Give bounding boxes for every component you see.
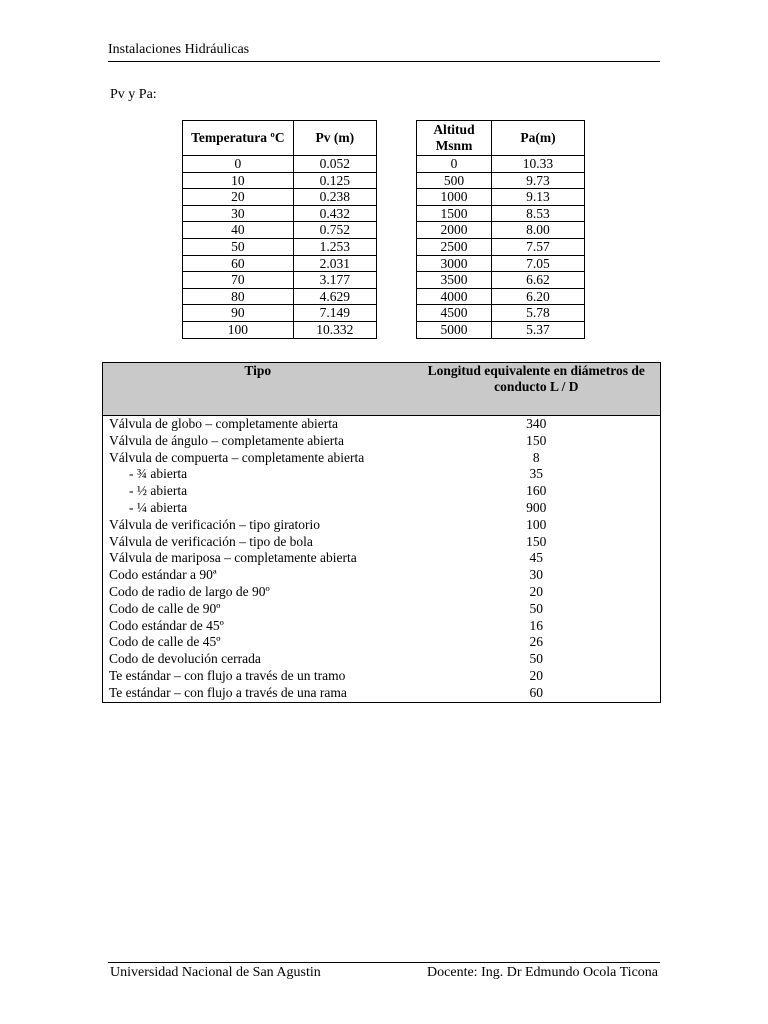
altitude-cell: 3500 <box>417 272 492 289</box>
altitude-cell: 500 <box>417 172 492 189</box>
pa-cell: 7.05 <box>491 255 584 272</box>
header-divider <box>108 61 660 62</box>
altitude-cell: 0 <box>417 156 492 173</box>
table-header-tipo: Tipo <box>103 363 413 416</box>
page-header: Instalaciones Hidráulicas <box>108 42 250 57</box>
table-row <box>417 305 585 322</box>
ld-value-cell: 340 <box>526 416 547 431</box>
table-row <box>103 685 661 702</box>
table-row <box>103 651 661 668</box>
table-row <box>103 466 661 483</box>
table-header-pv: Pv (m) <box>293 121 376 156</box>
table-header-ld: Longitud equivalente en diámetros de conducto L / D <box>413 363 661 416</box>
fitting-type-cell: Válvula de mariposa – completamente abierta <box>109 550 357 566</box>
altitude-cell: 5000 <box>417 321 492 338</box>
footer-divider <box>108 962 660 963</box>
pa-cell: 6.20 <box>491 288 584 305</box>
ld-value-cell: 100 <box>526 516 547 532</box>
table-row <box>417 189 585 206</box>
table-row <box>103 601 661 618</box>
ld-value-cell: 20 <box>529 667 544 683</box>
fitting-type-cell: Válvula de ángulo – completamente abierta <box>109 432 345 448</box>
ld-value-cell: 160 <box>526 483 547 499</box>
ld-value-cell: 8 <box>532 449 540 465</box>
altitude-cell: 1500 <box>417 205 492 222</box>
fitting-type-cell: Te estándar – con flujo a través de un tramo <box>109 667 346 683</box>
ld-value-cell: 35 <box>529 466 544 482</box>
altitude-cell: 3000 <box>417 255 492 272</box>
ld-value-cell: 150 <box>526 432 547 448</box>
fitting-type-cell: Válvula de globo – completamente abierta <box>109 416 339 431</box>
table-row <box>183 272 377 289</box>
table-row <box>183 288 377 305</box>
pa-cell: 10.33 <box>491 156 584 173</box>
footer-instructor: Docente: Ing. Dr Edmundo Ocola Ticona <box>427 965 658 980</box>
pv-cell: 2.031 <box>293 255 376 272</box>
table-row <box>103 584 661 601</box>
pa-cell: 9.73 <box>491 172 584 189</box>
table-row <box>103 433 661 450</box>
table-row <box>183 189 377 206</box>
ld-value-cell: 30 <box>529 567 544 583</box>
table-row <box>103 416 661 433</box>
table-row <box>417 321 585 338</box>
altitude-cell: 4500 <box>417 305 492 322</box>
altitude-cell: 4000 <box>417 288 492 305</box>
pv-cell: 1.253 <box>293 238 376 255</box>
table-row <box>183 205 377 222</box>
table-row <box>183 321 377 338</box>
pv-cell: 0.052 <box>293 156 376 173</box>
pv-cell: 0.752 <box>293 222 376 239</box>
table-header-pa: Pa(m) <box>491 121 584 156</box>
section-label: Pv y Pa: <box>110 87 157 102</box>
table-header-temperatura: Temperatura ºC <box>183 121 294 156</box>
table-row <box>103 483 661 500</box>
fitting-type-cell: Codo de calle de 90º <box>109 600 221 616</box>
table-row <box>183 255 377 272</box>
pa-cell: 9.13 <box>491 189 584 206</box>
pv-cell: 10.332 <box>293 321 376 338</box>
fitting-type-cell: Válvula de compuerta – completamente abierta <box>109 449 365 465</box>
temperature-cell: 10 <box>183 172 294 189</box>
atmospheric-pressure-table <box>416 120 585 339</box>
table-row <box>417 288 585 305</box>
ld-value-cell: 16 <box>529 617 544 633</box>
table-row <box>417 205 585 222</box>
fitting-type-cell: - ¾ abierta <box>129 466 188 482</box>
fitting-type-cell: Codo estándar a 90ª <box>109 567 217 583</box>
table-row <box>183 222 377 239</box>
temperature-cell: 0 <box>183 156 294 173</box>
ld-value-cell: 45 <box>529 550 544 566</box>
ld-value-cell: 50 <box>529 600 544 616</box>
table-row <box>183 172 377 189</box>
pa-cell: 6.62 <box>491 272 584 289</box>
equivalent-length-table <box>102 362 661 703</box>
altitude-cell: 2000 <box>417 222 492 239</box>
ld-value-cell: 20 <box>529 583 544 599</box>
pa-cell: 8.53 <box>491 205 584 222</box>
pa-cell: 5.78 <box>491 305 584 322</box>
table-row <box>103 500 661 517</box>
ld-value-cell: 900 <box>526 499 547 515</box>
temperature-cell: 30 <box>183 205 294 222</box>
temperature-cell: 50 <box>183 238 294 255</box>
altitude-cell: 1000 <box>417 189 492 206</box>
fitting-type-cell: Válvula de verificación – tipo giratorio <box>109 516 321 532</box>
pv-cell: 0.125 <box>293 172 376 189</box>
table-row <box>183 238 377 255</box>
vapor-pressure-table <box>182 120 377 339</box>
fitting-type-cell: - ½ abierta <box>129 483 188 499</box>
temperature-cell: 100 <box>183 321 294 338</box>
fitting-type-cell: Codo estándar de 45º <box>109 617 224 633</box>
table-row <box>417 272 585 289</box>
table-row <box>103 534 661 551</box>
fitting-type-cell: Codo de devolución cerrada <box>109 651 261 667</box>
fitting-type-cell: - ¼ abierta <box>129 499 188 515</box>
temperature-cell: 40 <box>183 222 294 239</box>
fitting-type-cell: Te estándar – con flujo a través de una rama <box>109 684 347 700</box>
pv-cell: 0.238 <box>293 189 376 206</box>
fitting-type-cell: Válvula de verificación – tipo de bola <box>109 533 313 549</box>
temperature-cell: 20 <box>183 189 294 206</box>
ld-value-cell: 26 <box>529 634 544 650</box>
temperature-cell: 80 <box>183 288 294 305</box>
fitting-type-cell: Codo de radio de largo de 90º <box>109 583 270 599</box>
pv-cell: 4.629 <box>293 288 376 305</box>
table-row <box>103 567 661 584</box>
pa-cell: 8.00 <box>491 222 584 239</box>
pv-cell: 7.149 <box>293 305 376 322</box>
pv-cell: 3.177 <box>293 272 376 289</box>
table-row <box>103 450 661 467</box>
fitting-type-cell: Codo de calle de 45º <box>109 634 221 650</box>
table-row <box>103 634 661 651</box>
temperature-cell: 90 <box>183 305 294 322</box>
table-row <box>417 222 585 239</box>
temperature-cell: 60 <box>183 255 294 272</box>
ld-value-cell: 60 <box>529 684 544 700</box>
table-row <box>103 517 661 534</box>
pa-cell: 7.57 <box>491 238 584 255</box>
table-row <box>183 156 377 173</box>
table-row <box>183 305 377 322</box>
pa-cell: 5.37 <box>491 321 584 338</box>
altitude-cell: 2500 <box>417 238 492 255</box>
table-row <box>417 238 585 255</box>
table-row <box>103 618 661 635</box>
table-row <box>103 668 661 685</box>
table-row <box>417 156 585 173</box>
pv-cell: 0.432 <box>293 205 376 222</box>
footer-university: Universidad Nacional de San Agustin <box>110 965 321 980</box>
table-row <box>103 550 661 567</box>
table-header-altitud: Altitud Msnm <box>417 121 492 156</box>
temperature-cell: 70 <box>183 272 294 289</box>
table-row <box>417 172 585 189</box>
table-row <box>417 255 585 272</box>
ld-value-cell: 50 <box>529 651 544 667</box>
ld-value-cell: 150 <box>526 533 547 549</box>
